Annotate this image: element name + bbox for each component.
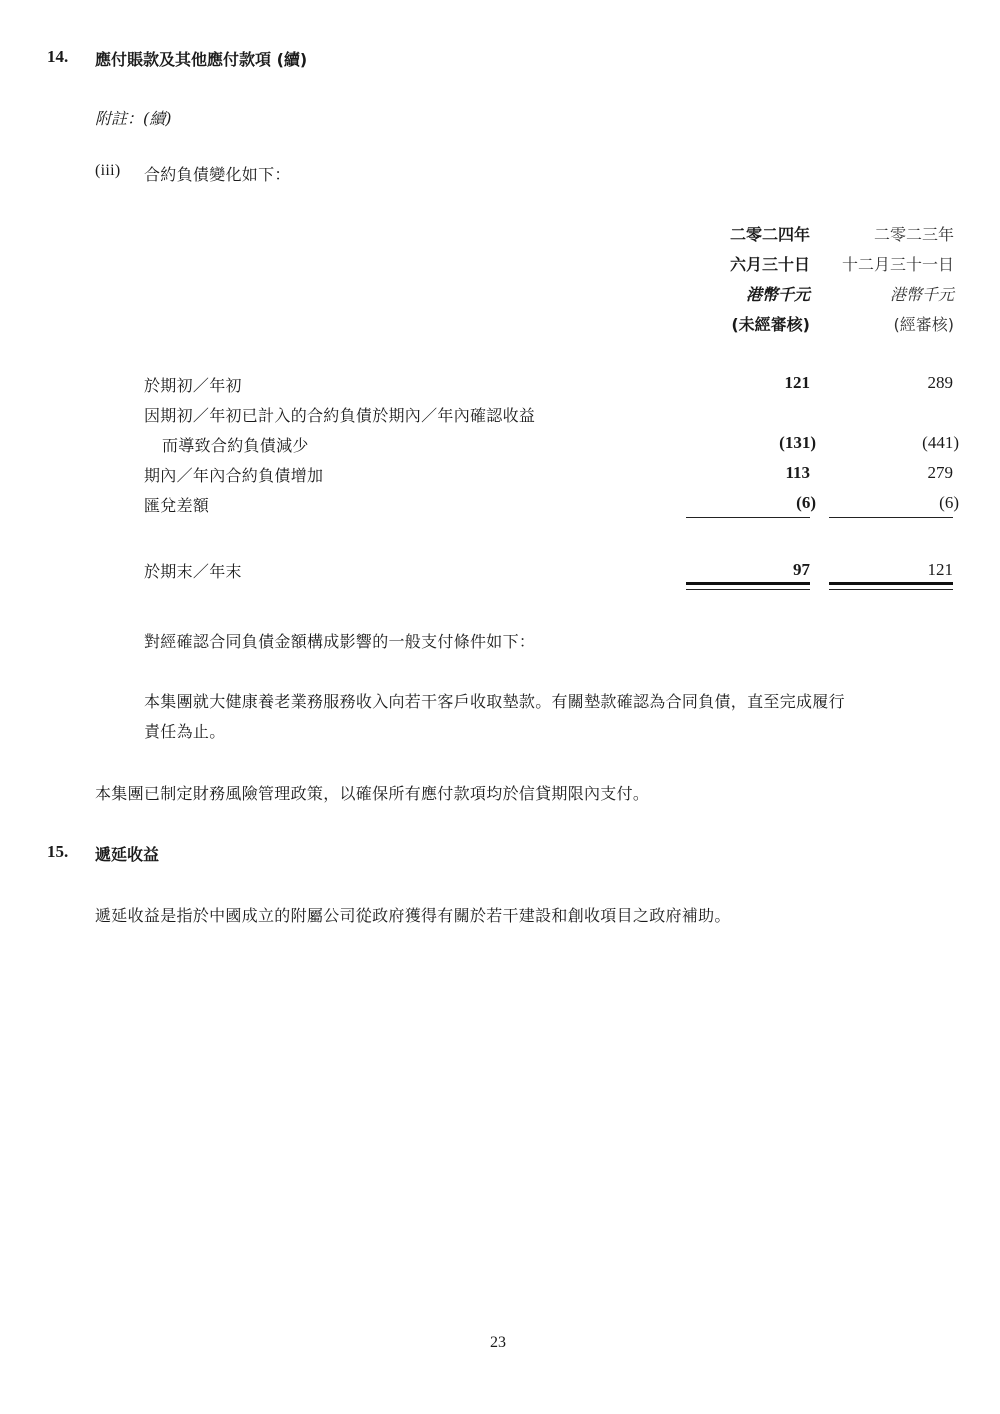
section-14-number: 14. — [47, 47, 69, 66]
total-rule-current-top — [686, 582, 810, 585]
header-previous-audit: (經審核) — [893, 315, 954, 334]
section-15-title: 遞延收益 — [95, 845, 160, 864]
header-previous-unit: 港幣千元 — [889, 285, 954, 304]
section-14-title: 應付賬款及其他應付款項 (續) — [95, 50, 308, 69]
section-15-number: 15. — [47, 842, 69, 861]
note-label: 附註：(續) — [95, 109, 172, 128]
subsection-title: 合約負債變化如下： — [144, 165, 291, 184]
total-current-value: 97 — [793, 560, 810, 579]
section-15-body: 遞延收益是指於中國成立的附屬公司從政府獲得有關於若干建設和創收項目之政府補助。 — [95, 906, 731, 925]
row-label: 匯兌差額 — [144, 496, 210, 515]
header-current-audit: (未經審核) — [731, 315, 810, 334]
total-previous-value: 121 — [927, 560, 953, 579]
header-current-date: 六月三十日 — [729, 255, 810, 274]
payment-terms-line-2: 責任為止。 — [144, 722, 226, 741]
row-previous-value: 289 — [927, 373, 953, 392]
policy-paragraph: 本集團已制定財務風險管理政策，以確保所有應付款項均於信貸期限內支付。 — [95, 784, 650, 803]
page-number: 23 — [490, 1334, 506, 1351]
header-previous-year: 二零二三年 — [873, 225, 954, 244]
row-previous-value: 279 — [927, 463, 953, 482]
total-rule-previous-bottom — [829, 589, 953, 590]
row-current-value: (131) — [779, 433, 816, 452]
row-current-value: 113 — [785, 463, 810, 482]
subtotal-rule-current — [686, 517, 810, 518]
header-previous-date: 十二月三十一日 — [841, 255, 954, 274]
subsection-number: (iii) — [95, 162, 121, 179]
header-current-unit: 港幣千元 — [745, 285, 810, 304]
row-previous-value: (441) — [922, 433, 959, 452]
total-label: 於期末／年末 — [144, 562, 242, 581]
total-rule-previous-top — [829, 582, 953, 585]
total-rule-current-bottom — [686, 589, 810, 590]
row-current-value: (6) — [796, 493, 816, 512]
row-label: 於期初／年初 — [144, 376, 242, 395]
payment-terms-line-1: 本集團就大健康養老業務服務收入向若干客戶收取墊款。有關墊款確認為合同負債，直至完成履行 — [144, 692, 845, 711]
row-current-value: 121 — [784, 373, 810, 392]
header-current-year: 二零二四年 — [729, 225, 810, 244]
row-label: 而導致合約負債減少 — [162, 436, 309, 455]
row-label: 期內／年內合約負債增加 — [144, 466, 324, 485]
payment-terms-intro: 對經確認合同負債金額構成影響的一般支付條件如下： — [144, 632, 536, 651]
row-previous-value: (6) — [939, 493, 959, 512]
row-label: 因期初／年初已計入的合約負債於期內／年內確認收益 — [144, 406, 536, 425]
subtotal-rule-previous — [829, 517, 953, 518]
